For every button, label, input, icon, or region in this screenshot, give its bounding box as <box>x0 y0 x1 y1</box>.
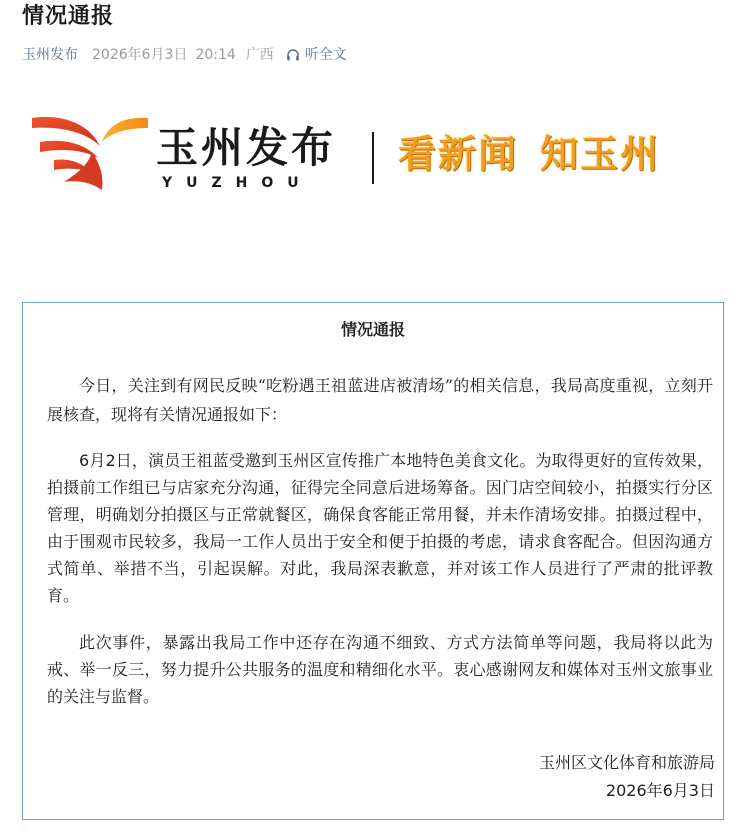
brand-name-en: YUZHOU <box>162 175 313 191</box>
publish-time: 20:14 <box>195 47 236 63</box>
notice-title: 情况通报 <box>340 320 405 339</box>
headphones-icon <box>286 48 300 62</box>
brand-banner <box>22 108 722 228</box>
signature-organization: 玉州区文化体育和旅游局 <box>538 753 715 772</box>
listen-label: 听全文 <box>304 47 347 63</box>
notice-paragraph: 6月2日，演员王祖蓝受邀到玉州区宣传推广本地特色美食文化。为取得更好的宣传效果，拍摄前工作组已与店家充分沟通，征得完全同意后进场筹备。因门店空间较小，拍摄实行分区管理，明确划分拍摄区与正常就餐区，确保食客能正常用餐，并未作清场安排。拍摄过程中，由于围观市民较多，我局一工作人员出于安全和便于拍摄的考虑，请求食客配合。但因沟通方式简单、举措不当，引起误解。对此，我局深表歉意，并对该工作人员进行了严肃的批评教育。 <box>47 451 713 605</box>
banner-slogan <box>398 128 660 180</box>
notice-paragraph: 此次事件，暴露出我局工作中还存在沟通不细致、方式方法简单等问题，我局将以此为戒、举一反三，努力提升公共服务的温度和精细化水平。衷心感谢网友和媒体对玉州文旅事业的关注与监督。 <box>47 633 713 706</box>
notice-paragraph: 今日，关注到有网民反映“吃粉遇王祖蓝进店被清场”的相关信息，我局高度重视，立刻开展核查，现将有关情况通报如下： <box>47 376 713 424</box>
listen-full-button[interactable] <box>286 44 347 66</box>
article-meta <box>22 44 347 66</box>
notice-box <box>22 302 724 820</box>
brand-name-cn: 玉州发布 <box>156 123 337 172</box>
account-link[interactable]: 玉州发布 <box>22 47 78 63</box>
banner-divider <box>372 132 374 184</box>
signature-date: 2026年6月3日 <box>605 781 715 800</box>
yuzhou-logo-icon <box>30 112 150 192</box>
publish-region: 广西 <box>245 47 274 63</box>
slogan-part2: 知玉州 <box>540 132 661 176</box>
slogan-part1: 看新闻 <box>398 132 519 176</box>
page-title: 情况通报 <box>22 4 115 29</box>
publish-date: 2026年6月3日 <box>92 47 188 63</box>
